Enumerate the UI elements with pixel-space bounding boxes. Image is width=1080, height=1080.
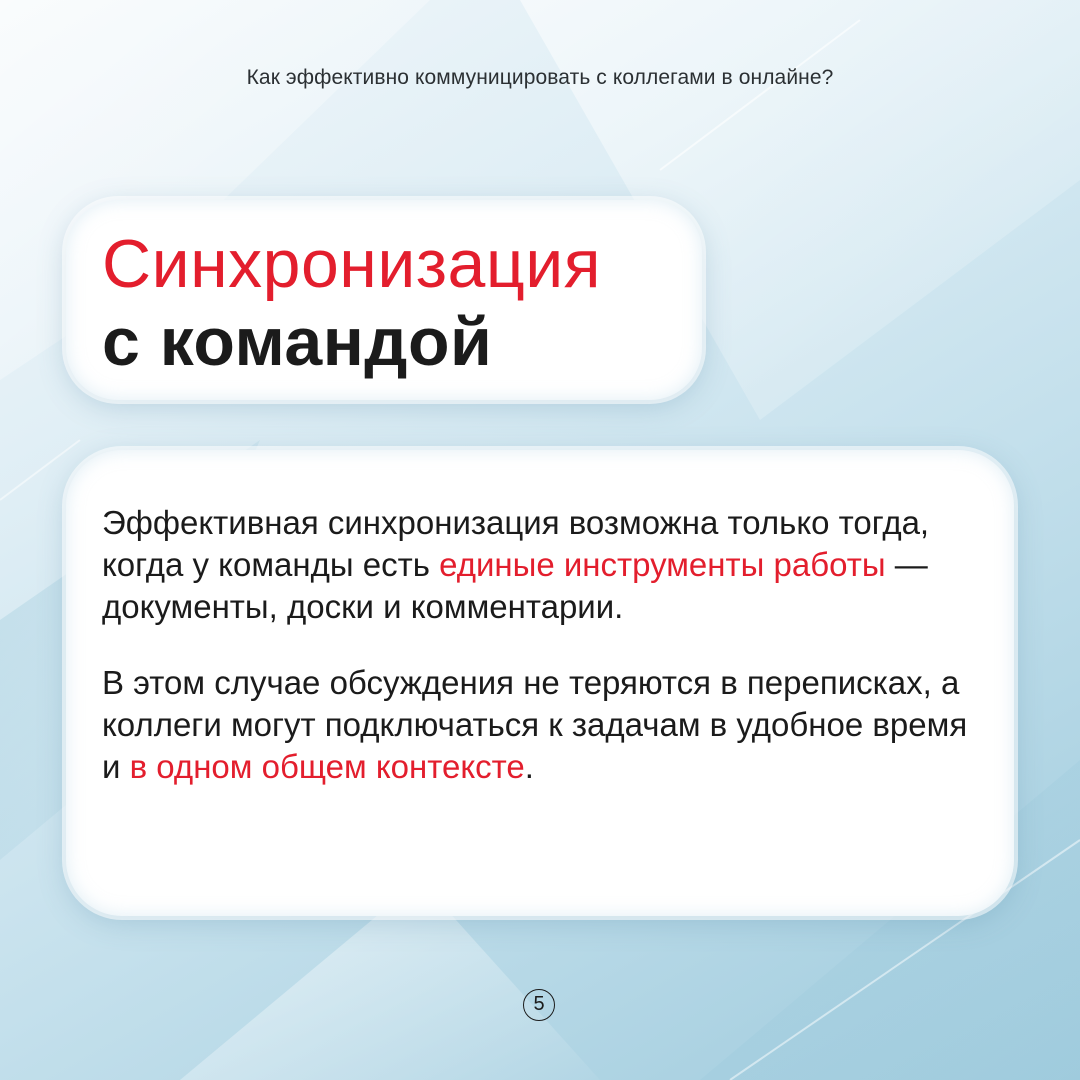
- title-line: с командой: [102, 304, 493, 380]
- body-card: [66, 450, 1014, 916]
- paragraph-2-text-start: В этом случае обсуждения не теряются в переписках, а коллеги могут подключаться к задачам в удобное время и: [102, 664, 968, 785]
- title-accent-line: Синхронизация: [102, 226, 602, 302]
- title-card: [66, 200, 702, 400]
- page-number: 5: [523, 989, 555, 1021]
- paragraph-2: [102, 662, 974, 788]
- paragraph-1-highlight: единые инструменты работы: [439, 546, 886, 583]
- paragraph-2-text-end: .: [524, 748, 534, 785]
- paragraph-1-text-end: — документы, доски и комментарии.: [102, 546, 928, 625]
- series-kicker: Как эффективно коммуницировать с коллегами в онлайне?: [246, 66, 834, 89]
- paragraph-1-text-start: Эффективная синхронизация возможна только тогда, когда у команды есть: [102, 504, 930, 583]
- paragraph-1: [102, 502, 974, 628]
- paragraph-2-highlight: в одном общем контексте: [129, 748, 525, 785]
